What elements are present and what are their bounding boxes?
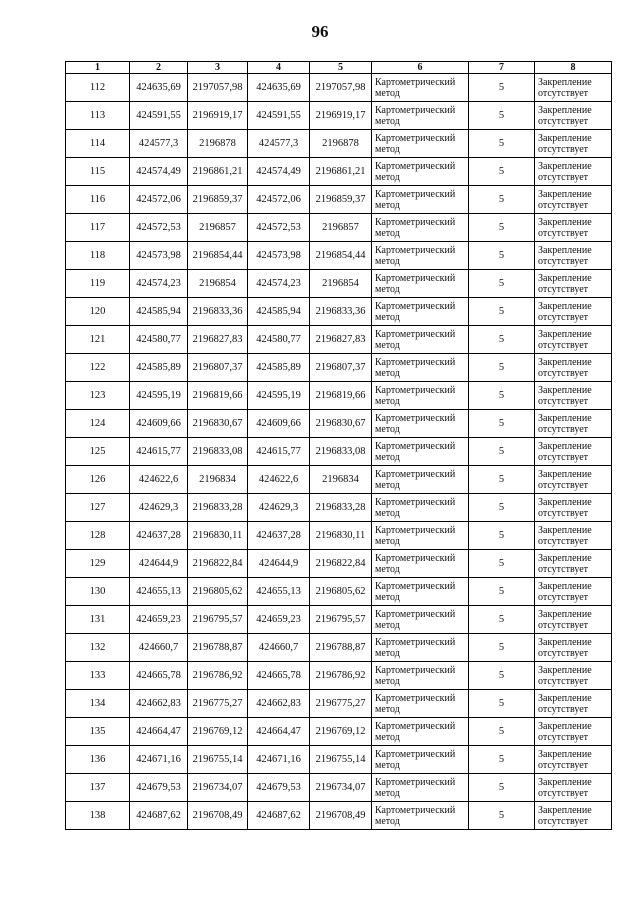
accuracy-cell: 5	[469, 494, 535, 522]
method-cell: Картометрический метод	[372, 410, 469, 438]
table-row	[66, 102, 612, 130]
table-row	[66, 74, 612, 102]
accuracy-cell: 5	[469, 550, 535, 578]
point-number-cell: 120	[66, 298, 130, 326]
point-number-cell: 136	[66, 746, 130, 774]
x-coordinate-cell: 424687,62	[248, 802, 310, 830]
table-row	[66, 214, 612, 242]
point-number-cell: 124	[66, 410, 130, 438]
x-coordinate-cell: 424622,6	[130, 466, 188, 494]
x-coordinate-cell: 424615,77	[130, 438, 188, 466]
y-coordinate-cell: 2196788,87	[188, 634, 248, 662]
x-coordinate-cell: 424580,77	[130, 326, 188, 354]
method-cell: Картометрический метод	[372, 774, 469, 802]
x-coordinate-cell: 424687,62	[130, 802, 188, 830]
x-coordinate-cell: 424572,06	[130, 186, 188, 214]
method-cell: Картометрический метод	[372, 522, 469, 550]
accuracy-cell: 5	[469, 158, 535, 186]
y-coordinate-cell: 2196807,37	[188, 354, 248, 382]
x-coordinate-cell: 424573,98	[248, 242, 310, 270]
y-coordinate-cell: 2196861,21	[310, 158, 372, 186]
point-number-cell: 113	[66, 102, 130, 130]
column-header: 8	[535, 62, 612, 74]
method-cell: Картометрический метод	[372, 186, 469, 214]
fixing-description-cell: Закрепление отсутствует	[535, 410, 612, 438]
table-header-row	[66, 62, 612, 74]
method-cell: Картометрический метод	[372, 746, 469, 774]
point-number-cell: 128	[66, 522, 130, 550]
table-row	[66, 410, 612, 438]
method-cell: Картометрический метод	[372, 550, 469, 578]
y-coordinate-cell: 2196830,67	[188, 410, 248, 438]
x-coordinate-cell: 424664,47	[130, 718, 188, 746]
x-coordinate-cell: 424577,3	[248, 130, 310, 158]
table-row	[66, 662, 612, 690]
point-number-cell: 115	[66, 158, 130, 186]
accuracy-cell: 5	[469, 102, 535, 130]
y-coordinate-cell: 2196919,17	[188, 102, 248, 130]
method-cell: Картометрический метод	[372, 326, 469, 354]
y-coordinate-cell: 2196734,07	[188, 774, 248, 802]
y-coordinate-cell: 2196769,12	[310, 718, 372, 746]
y-coordinate-cell: 2196833,28	[310, 494, 372, 522]
x-coordinate-cell: 424637,28	[130, 522, 188, 550]
accuracy-cell: 5	[469, 578, 535, 606]
point-number-cell: 126	[66, 466, 130, 494]
y-coordinate-cell: 2196854	[310, 270, 372, 298]
accuracy-cell: 5	[469, 74, 535, 102]
column-header: 2	[130, 62, 188, 74]
table-body	[66, 74, 612, 830]
x-coordinate-cell: 424671,16	[130, 746, 188, 774]
table-row	[66, 494, 612, 522]
y-coordinate-cell: 2196919,17	[310, 102, 372, 130]
y-coordinate-cell: 2196854	[188, 270, 248, 298]
accuracy-cell: 5	[469, 634, 535, 662]
method-cell: Картометрический метод	[372, 662, 469, 690]
x-coordinate-cell: 424574,23	[248, 270, 310, 298]
accuracy-cell: 5	[469, 466, 535, 494]
point-number-cell: 137	[66, 774, 130, 802]
y-coordinate-cell: 2196830,11	[310, 522, 372, 550]
method-cell: Картометрический метод	[372, 214, 469, 242]
y-coordinate-cell: 2196775,27	[188, 690, 248, 718]
x-coordinate-cell: 424622,6	[248, 466, 310, 494]
y-coordinate-cell: 2196833,28	[188, 494, 248, 522]
fixing-description-cell: Закрепление отсутствует	[535, 522, 612, 550]
fixing-description-cell: Закрепление отсутствует	[535, 102, 612, 130]
fixing-description-cell: Закрепление отсутствует	[535, 326, 612, 354]
y-coordinate-cell: 2196833,08	[188, 438, 248, 466]
y-coordinate-cell: 2196878	[310, 130, 372, 158]
column-header: 7	[469, 62, 535, 74]
accuracy-cell: 5	[469, 242, 535, 270]
fixing-description-cell: Закрепление отсутствует	[535, 354, 612, 382]
y-coordinate-cell: 2196833,36	[188, 298, 248, 326]
x-coordinate-cell: 424662,83	[130, 690, 188, 718]
x-coordinate-cell: 424572,53	[248, 214, 310, 242]
y-coordinate-cell: 2196857	[310, 214, 372, 242]
coordinates-table	[65, 61, 612, 830]
x-coordinate-cell: 424655,13	[130, 578, 188, 606]
x-coordinate-cell: 424629,3	[248, 494, 310, 522]
column-header: 5	[310, 62, 372, 74]
point-number-cell: 117	[66, 214, 130, 242]
y-coordinate-cell: 2196819,66	[188, 382, 248, 410]
y-coordinate-cell: 2196859,37	[188, 186, 248, 214]
x-coordinate-cell: 424655,13	[248, 578, 310, 606]
fixing-description-cell: Закрепление отсутствует	[535, 578, 612, 606]
table-row	[66, 578, 612, 606]
y-coordinate-cell: 2196833,36	[310, 298, 372, 326]
method-cell: Картометрический метод	[372, 578, 469, 606]
fixing-description-cell: Закрепление отсутствует	[535, 242, 612, 270]
x-coordinate-cell: 424585,94	[248, 298, 310, 326]
column-header: 4	[248, 62, 310, 74]
method-cell: Картометрический метод	[372, 494, 469, 522]
accuracy-cell: 5	[469, 438, 535, 466]
fixing-description-cell: Закрепление отсутствует	[535, 130, 612, 158]
point-number-cell: 135	[66, 718, 130, 746]
method-cell: Картометрический метод	[372, 130, 469, 158]
y-coordinate-cell: 2196830,11	[188, 522, 248, 550]
fixing-description-cell: Закрепление отсутствует	[535, 494, 612, 522]
point-number-cell: 116	[66, 186, 130, 214]
method-cell: Картометрический метод	[372, 158, 469, 186]
fixing-description-cell: Закрепление отсутствует	[535, 158, 612, 186]
fixing-description-cell: Закрепление отсутствует	[535, 382, 612, 410]
x-coordinate-cell: 424591,55	[248, 102, 310, 130]
fixing-description-cell: Закрепление отсутствует	[535, 690, 612, 718]
point-number-cell: 132	[66, 634, 130, 662]
method-cell: Картометрический метод	[372, 270, 469, 298]
accuracy-cell: 5	[469, 270, 535, 298]
y-coordinate-cell: 2196819,66	[310, 382, 372, 410]
y-coordinate-cell: 2196795,57	[188, 606, 248, 634]
x-coordinate-cell: 424580,77	[248, 326, 310, 354]
table-row	[66, 354, 612, 382]
accuracy-cell: 5	[469, 326, 535, 354]
table-row	[66, 606, 612, 634]
x-coordinate-cell: 424574,49	[130, 158, 188, 186]
point-number-cell: 130	[66, 578, 130, 606]
fixing-description-cell: Закрепление отсутствует	[535, 74, 612, 102]
y-coordinate-cell: 2196775,27	[310, 690, 372, 718]
column-header: 1	[66, 62, 130, 74]
accuracy-cell: 5	[469, 214, 535, 242]
y-coordinate-cell: 2196755,14	[310, 746, 372, 774]
point-number-cell: 127	[66, 494, 130, 522]
accuracy-cell: 5	[469, 298, 535, 326]
x-coordinate-cell: 424659,23	[248, 606, 310, 634]
y-coordinate-cell: 2196834	[310, 466, 372, 494]
x-coordinate-cell: 424591,55	[130, 102, 188, 130]
method-cell: Картометрический метод	[372, 718, 469, 746]
method-cell: Картометрический метод	[372, 634, 469, 662]
accuracy-cell: 5	[469, 130, 535, 158]
fixing-description-cell: Закрепление отсутствует	[535, 802, 612, 830]
table-row	[66, 382, 612, 410]
column-header: 3	[188, 62, 248, 74]
method-cell: Картометрический метод	[372, 438, 469, 466]
accuracy-cell: 5	[469, 354, 535, 382]
y-coordinate-cell: 2196805,62	[188, 578, 248, 606]
page-number: 96	[311, 22, 329, 41]
x-coordinate-cell: 424573,98	[130, 242, 188, 270]
x-coordinate-cell: 424595,19	[130, 382, 188, 410]
x-coordinate-cell: 424644,9	[130, 550, 188, 578]
y-coordinate-cell: 2197057,98	[188, 74, 248, 102]
table-row	[66, 718, 612, 746]
y-coordinate-cell: 2196822,84	[188, 550, 248, 578]
x-coordinate-cell: 424615,77	[248, 438, 310, 466]
x-coordinate-cell: 424572,53	[130, 214, 188, 242]
x-coordinate-cell: 424644,9	[248, 550, 310, 578]
table-row	[66, 746, 612, 774]
table-row	[66, 438, 612, 466]
method-cell: Картометрический метод	[372, 242, 469, 270]
fixing-description-cell: Закрепление отсутствует	[535, 214, 612, 242]
y-coordinate-cell: 2197057,98	[310, 74, 372, 102]
x-coordinate-cell: 424664,47	[248, 718, 310, 746]
point-number-cell: 131	[66, 606, 130, 634]
fixing-description-cell: Закрепление отсутствует	[535, 298, 612, 326]
y-coordinate-cell: 2196857	[188, 214, 248, 242]
y-coordinate-cell: 2196827,83	[188, 326, 248, 354]
point-number-cell: 129	[66, 550, 130, 578]
y-coordinate-cell: 2196734,07	[310, 774, 372, 802]
x-coordinate-cell: 424635,69	[130, 74, 188, 102]
table-row	[66, 634, 612, 662]
y-coordinate-cell: 2196786,92	[188, 662, 248, 690]
y-coordinate-cell: 2196708,49	[188, 802, 248, 830]
table-row	[66, 550, 612, 578]
table-row	[66, 130, 612, 158]
point-number-cell: 123	[66, 382, 130, 410]
point-number-cell: 125	[66, 438, 130, 466]
point-number-cell: 119	[66, 270, 130, 298]
point-number-cell: 138	[66, 802, 130, 830]
fixing-description-cell: Закрепление отсутствует	[535, 718, 612, 746]
x-coordinate-cell: 424635,69	[248, 74, 310, 102]
x-coordinate-cell: 424595,19	[248, 382, 310, 410]
fixing-description-cell: Закрепление отсутствует	[535, 466, 612, 494]
accuracy-cell: 5	[469, 606, 535, 634]
point-number-cell: 121	[66, 326, 130, 354]
x-coordinate-cell: 424665,78	[248, 662, 310, 690]
x-coordinate-cell: 424665,78	[130, 662, 188, 690]
accuracy-cell: 5	[469, 522, 535, 550]
x-coordinate-cell: 424637,28	[248, 522, 310, 550]
method-cell: Картометрический метод	[372, 382, 469, 410]
fixing-description-cell: Закрепление отсутствует	[535, 662, 612, 690]
y-coordinate-cell: 2196755,14	[188, 746, 248, 774]
x-coordinate-cell: 424662,83	[248, 690, 310, 718]
table-row	[66, 186, 612, 214]
accuracy-cell: 5	[469, 382, 535, 410]
y-coordinate-cell: 2196805,62	[310, 578, 372, 606]
point-number-cell: 133	[66, 662, 130, 690]
accuracy-cell: 5	[469, 718, 535, 746]
y-coordinate-cell: 2196861,21	[188, 158, 248, 186]
x-coordinate-cell: 424660,7	[130, 634, 188, 662]
x-coordinate-cell: 424574,49	[248, 158, 310, 186]
fixing-description-cell: Закрепление отсутствует	[535, 774, 612, 802]
x-coordinate-cell: 424577,3	[130, 130, 188, 158]
x-coordinate-cell: 424660,7	[248, 634, 310, 662]
accuracy-cell: 5	[469, 690, 535, 718]
table-row	[66, 522, 612, 550]
point-number-cell: 134	[66, 690, 130, 718]
fixing-description-cell: Закрепление отсутствует	[535, 746, 612, 774]
y-coordinate-cell: 2196833,08	[310, 438, 372, 466]
y-coordinate-cell: 2196769,12	[188, 718, 248, 746]
point-number-cell: 114	[66, 130, 130, 158]
method-cell: Картометрический метод	[372, 466, 469, 494]
accuracy-cell: 5	[469, 746, 535, 774]
column-header: 6	[372, 62, 469, 74]
table-row	[66, 242, 612, 270]
method-cell: Картометрический метод	[372, 354, 469, 382]
x-coordinate-cell: 424574,23	[130, 270, 188, 298]
y-coordinate-cell: 2196859,37	[310, 186, 372, 214]
method-cell: Картометрический метод	[372, 802, 469, 830]
table-row	[66, 690, 612, 718]
x-coordinate-cell: 424679,53	[248, 774, 310, 802]
method-cell: Картометрический метод	[372, 298, 469, 326]
fixing-description-cell: Закрепление отсутствует	[535, 634, 612, 662]
fixing-description-cell: Закрепление отсутствует	[535, 606, 612, 634]
point-number-cell: 118	[66, 242, 130, 270]
method-cell: Картометрический метод	[372, 606, 469, 634]
x-coordinate-cell: 424585,89	[130, 354, 188, 382]
x-coordinate-cell: 424585,89	[248, 354, 310, 382]
y-coordinate-cell: 2196788,87	[310, 634, 372, 662]
y-coordinate-cell: 2196786,92	[310, 662, 372, 690]
x-coordinate-cell: 424671,16	[248, 746, 310, 774]
x-coordinate-cell: 424629,3	[130, 494, 188, 522]
table-row	[66, 326, 612, 354]
accuracy-cell: 5	[469, 802, 535, 830]
x-coordinate-cell: 424572,06	[248, 186, 310, 214]
y-coordinate-cell: 2196708,49	[310, 802, 372, 830]
fixing-description-cell: Закрепление отсутствует	[535, 438, 612, 466]
y-coordinate-cell: 2196854,44	[310, 242, 372, 270]
table-row	[66, 298, 612, 326]
table-row	[66, 158, 612, 186]
x-coordinate-cell: 424609,66	[248, 410, 310, 438]
table-row	[66, 270, 612, 298]
y-coordinate-cell: 2196822,84	[310, 550, 372, 578]
accuracy-cell: 5	[469, 774, 535, 802]
table-row	[66, 774, 612, 802]
table-row	[66, 802, 612, 830]
y-coordinate-cell: 2196878	[188, 130, 248, 158]
y-coordinate-cell: 2196827,83	[310, 326, 372, 354]
x-coordinate-cell: 424659,23	[130, 606, 188, 634]
y-coordinate-cell: 2196854,44	[188, 242, 248, 270]
fixing-description-cell: Закрепление отсутствует	[535, 270, 612, 298]
method-cell: Картометрический метод	[372, 690, 469, 718]
y-coordinate-cell: 2196830,67	[310, 410, 372, 438]
accuracy-cell: 5	[469, 662, 535, 690]
y-coordinate-cell: 2196795,57	[310, 606, 372, 634]
accuracy-cell: 5	[469, 410, 535, 438]
y-coordinate-cell: 2196834	[188, 466, 248, 494]
x-coordinate-cell: 424679,53	[130, 774, 188, 802]
x-coordinate-cell: 424609,66	[130, 410, 188, 438]
fixing-description-cell: Закрепление отсутствует	[535, 186, 612, 214]
table-row	[66, 466, 612, 494]
point-number-cell: 112	[66, 74, 130, 102]
method-cell: Картометрический метод	[372, 102, 469, 130]
x-coordinate-cell: 424585,94	[130, 298, 188, 326]
fixing-description-cell: Закрепление отсутствует	[535, 550, 612, 578]
point-number-cell: 122	[66, 354, 130, 382]
method-cell: Картометрический метод	[372, 74, 469, 102]
y-coordinate-cell: 2196807,37	[310, 354, 372, 382]
accuracy-cell: 5	[469, 186, 535, 214]
